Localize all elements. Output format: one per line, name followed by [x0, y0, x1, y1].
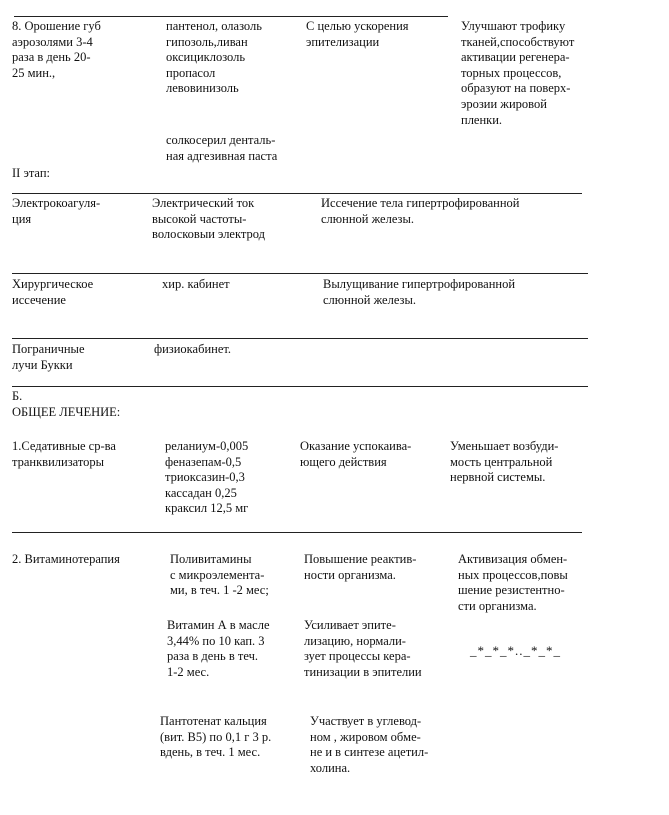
stage2-row1-purpose: Иссечение тела гипертрофированной слюнной железы. — [321, 196, 520, 226]
stage2-rule-3 — [12, 338, 588, 339]
general-row1-means: реланиум-0,005 феназепам-0,5 триоксазин-0,3 кассадан 0,25 краксил 12,5 мг — [165, 439, 249, 516]
stage2-row1-means: Электрический ток высокой частоты- волосковыи электрод — [152, 196, 266, 242]
row8-rationale: Улучшают трофику тканей,способствуют активации регенера- торных процессов, образуют на поверх- эрозии жировой пленки. — [461, 19, 575, 127]
general-row2-purpose-metabolism: Участвует в углевод- ном , жировом обме- не и в синтезе ацетил- холина. — [310, 714, 429, 775]
stage2-rule-2 — [12, 273, 588, 274]
row8-means-paste: солкосерил денталь- ная адгезивная паста — [166, 133, 278, 163]
general-rule — [12, 532, 582, 533]
general-row2-rationale: Активизация обмен- ных процессов,повы шение резистентно- сти организма. — [458, 552, 568, 613]
general-row2-purpose-epithelization: Усиливает эпите- лизацию, нормали- зует процессы кера- тинизации в эпителии — [304, 618, 422, 679]
row8-means-list: пантенол, олазоль гипозоль,ливан оксициклозоль пропасол левовинизоль — [166, 19, 262, 96]
row8-procedure: 8. Орошение губ аэрозолями 3-4 раза в день 20- 25 мин., — [12, 19, 101, 80]
top-rule — [14, 16, 448, 17]
stage2-row2-purpose: Вылущивание гипертрофированной слюнной железы. — [323, 277, 516, 307]
end-divider-marks: _*_*_*.._*_*_ — [470, 643, 561, 658]
stage2-row3-procedure: Пограничные лучи Букки — [12, 342, 85, 372]
general-row1-rationale: Уменьшает возбуди- мость центральной нервной системы. — [450, 439, 559, 485]
stage2-row3-means: физиокабинет. — [154, 342, 232, 356]
stage2-heading: II этап: — [12, 166, 50, 180]
row8-purpose: С целью ускорения эпителизации — [306, 19, 409, 49]
stage2-row2-procedure: Хирургическое иссечение — [12, 277, 94, 307]
general-row2-procedure: 2. Витаминотерапия — [12, 552, 120, 566]
stage2-rule-1 — [12, 193, 582, 194]
general-row2-means-vitamin-a: Витамин А в масле 3,44% по 10 кап. 3 раза в день в теч. 1-2 мес. — [167, 618, 270, 679]
stage2-row2-means: хир. кабинет — [162, 277, 230, 291]
general-row1-purpose: Оказание успокаива- ющего действия — [300, 439, 412, 469]
stage2-rule-4 — [12, 386, 588, 387]
general-row2-means-multivitamins: Поливитамины с микроэлемента- ми, в теч. 1 -2 мес; — [170, 552, 269, 598]
general-heading: ОБЩЕЕ ЛЕЧЕНИЕ: — [12, 405, 121, 419]
general-row1-procedure: 1.Седативные ср-ва транквилизаторы — [12, 439, 116, 469]
general-row2-purpose-reactivity: Повышение реактив- ности организма. — [304, 552, 417, 582]
general-label: Б. — [12, 389, 23, 403]
general-row2-means-vitamin-b5: Пантотенат кальция (вит. В5) по 0,1 г 3 р. вдень, в теч. 1 мес. — [160, 714, 272, 760]
stage2-row1-procedure: Электрокоагуля- ция — [12, 196, 101, 226]
